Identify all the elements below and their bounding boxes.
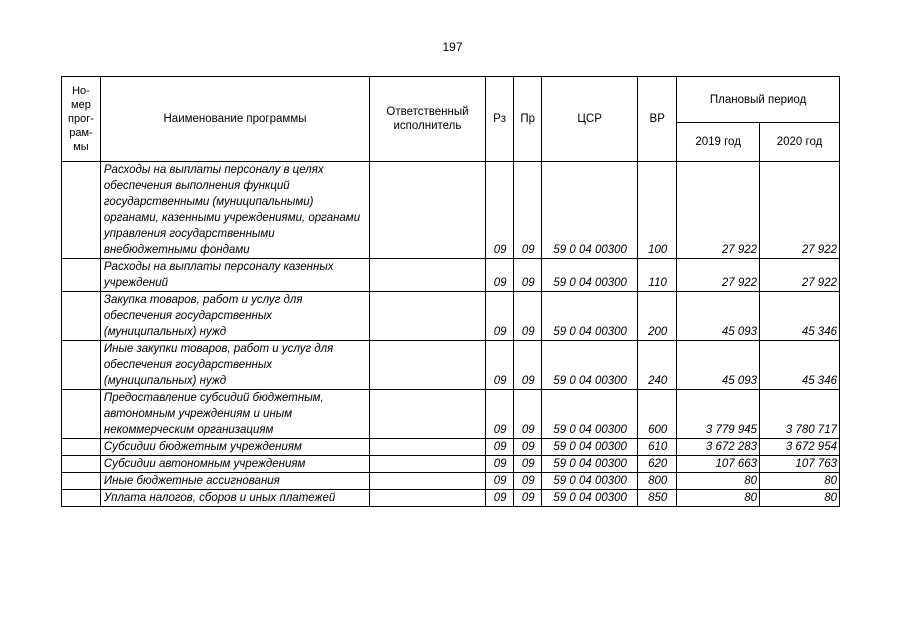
program-name-cell: Расходы на выплаты персоналу казенных учреждений bbox=[100, 259, 369, 292]
program-number-cell bbox=[62, 292, 101, 341]
responsible-cell bbox=[370, 390, 486, 439]
table-row bbox=[62, 162, 840, 259]
responsible-cell bbox=[370, 490, 486, 507]
responsible-cell bbox=[370, 292, 486, 341]
csr-cell: 59 0 04 00300 bbox=[542, 473, 638, 490]
program-number-cell bbox=[62, 259, 101, 292]
rz-cell: 09 bbox=[485, 473, 514, 490]
vr-cell: 800 bbox=[638, 473, 677, 490]
rz-cell: 09 bbox=[485, 292, 514, 341]
program-number-cell bbox=[62, 456, 101, 473]
amount-2020-cell: 45 346 bbox=[760, 341, 840, 390]
table-header bbox=[62, 77, 840, 162]
pr-cell: 09 bbox=[514, 439, 542, 456]
responsible-cell bbox=[370, 439, 486, 456]
pr-cell: 09 bbox=[514, 341, 542, 390]
program-number-cell bbox=[62, 473, 101, 490]
vr-cell: 240 bbox=[638, 341, 677, 390]
amount-2020-cell: 107 763 bbox=[760, 456, 840, 473]
rz-cell: 09 bbox=[485, 490, 514, 507]
csr-cell: 59 0 04 00300 bbox=[542, 259, 638, 292]
pr-cell: 09 bbox=[514, 473, 542, 490]
vr-cell: 200 bbox=[638, 292, 677, 341]
pr-cell: 09 bbox=[514, 259, 542, 292]
pr-cell: 09 bbox=[514, 292, 542, 341]
rz-cell: 09 bbox=[485, 341, 514, 390]
table-row bbox=[62, 341, 840, 390]
header-responsible: Ответственный исполнитель bbox=[370, 77, 486, 162]
amount-2019-cell: 45 093 bbox=[677, 292, 760, 341]
table-body bbox=[62, 162, 840, 507]
amount-2019-cell: 80 bbox=[677, 473, 760, 490]
table-row bbox=[62, 390, 840, 439]
amount-2019-cell: 27 922 bbox=[677, 259, 760, 292]
responsible-cell bbox=[370, 473, 486, 490]
rz-cell: 09 bbox=[485, 259, 514, 292]
program-name-cell: Иные бюджетные ассигнования bbox=[100, 473, 369, 490]
pr-cell: 09 bbox=[514, 490, 542, 507]
program-name-cell: Предоставление субсидий бюджетным, автономным учреждениям и иным некоммерческим организациям bbox=[100, 390, 369, 439]
pr-cell: 09 bbox=[514, 390, 542, 439]
vr-cell: 610 bbox=[638, 439, 677, 456]
page-number: 197 bbox=[442, 40, 463, 54]
csr-cell: 59 0 04 00300 bbox=[542, 439, 638, 456]
amount-2020-cell: 27 922 bbox=[760, 162, 840, 259]
program-name-cell: Расходы на выплаты персоналу в целях обеспечения выполнения функций государственными (муниципальными) органами, казенными учреждениями, органами управления государственными внебюджетными фондами bbox=[100, 162, 369, 259]
vr-cell: 110 bbox=[638, 259, 677, 292]
table-row bbox=[62, 473, 840, 490]
vr-cell: 600 bbox=[638, 390, 677, 439]
amount-2020-cell: 3 780 717 bbox=[760, 390, 840, 439]
header-planned-period: Плановый период bbox=[677, 77, 840, 123]
table-row bbox=[62, 490, 840, 507]
rz-cell: 09 bbox=[485, 439, 514, 456]
amount-2019-cell: 3 672 283 bbox=[677, 439, 760, 456]
amount-2020-cell: 80 bbox=[760, 490, 840, 507]
responsible-cell bbox=[370, 162, 486, 259]
table-row bbox=[62, 292, 840, 341]
header-year-2020: 2020 год bbox=[760, 123, 840, 162]
rz-cell: 09 bbox=[485, 456, 514, 473]
amount-2020-cell: 27 922 bbox=[760, 259, 840, 292]
csr-cell: 59 0 04 00300 bbox=[542, 390, 638, 439]
header-program-number: Но- мер прог- рам- мы bbox=[62, 77, 101, 162]
csr-cell: 59 0 04 00300 bbox=[542, 292, 638, 341]
program-number-cell bbox=[62, 162, 101, 259]
table-row bbox=[62, 456, 840, 473]
amount-2020-cell: 45 346 bbox=[760, 292, 840, 341]
vr-cell: 100 bbox=[638, 162, 677, 259]
amount-2019-cell: 27 922 bbox=[677, 162, 760, 259]
header-year-2019: 2019 год bbox=[677, 123, 760, 162]
program-number-cell bbox=[62, 390, 101, 439]
header-csr: ЦСР bbox=[542, 77, 638, 162]
program-name-cell: Субсидии автономным учреждениям bbox=[100, 456, 369, 473]
header-rz: Рз bbox=[485, 77, 514, 162]
csr-cell: 59 0 04 00300 bbox=[542, 490, 638, 507]
responsible-cell bbox=[370, 341, 486, 390]
program-name-cell: Закупка товаров, работ и услуг для обеспечения государственных (муниципальных) нужд bbox=[100, 292, 369, 341]
amount-2019-cell: 45 093 bbox=[677, 341, 760, 390]
pr-cell: 09 bbox=[514, 456, 542, 473]
table-row bbox=[62, 439, 840, 456]
header-program-name: Наименование программы bbox=[100, 77, 369, 162]
csr-cell: 59 0 04 00300 bbox=[542, 456, 638, 473]
rz-cell: 09 bbox=[485, 162, 514, 259]
amount-2019-cell: 80 bbox=[677, 490, 760, 507]
program-number-cell bbox=[62, 439, 101, 456]
amount-2019-cell: 107 663 bbox=[677, 456, 760, 473]
header-vr: ВР bbox=[638, 77, 677, 162]
csr-cell: 59 0 04 00300 bbox=[542, 341, 638, 390]
rz-cell: 09 bbox=[485, 390, 514, 439]
header-pr: Пр bbox=[514, 77, 542, 162]
program-name-cell: Иные закупки товаров, работ и услуг для обеспечения государственных (муниципальных) нужд bbox=[100, 341, 369, 390]
budget-table bbox=[61, 76, 840, 507]
pr-cell: 09 bbox=[514, 162, 542, 259]
responsible-cell bbox=[370, 456, 486, 473]
program-number-cell bbox=[62, 490, 101, 507]
vr-cell: 850 bbox=[638, 490, 677, 507]
table-row bbox=[62, 259, 840, 292]
vr-cell: 620 bbox=[638, 456, 677, 473]
csr-cell: 59 0 04 00300 bbox=[542, 162, 638, 259]
responsible-cell bbox=[370, 259, 486, 292]
program-name-cell: Субсидии бюджетным учреждениям bbox=[100, 439, 369, 456]
amount-2019-cell: 3 779 945 bbox=[677, 390, 760, 439]
amount-2020-cell: 80 bbox=[760, 473, 840, 490]
program-name-cell: Уплата налогов, сборов и иных платежей bbox=[100, 490, 369, 507]
program-number-cell bbox=[62, 341, 101, 390]
amount-2020-cell: 3 672 954 bbox=[760, 439, 840, 456]
